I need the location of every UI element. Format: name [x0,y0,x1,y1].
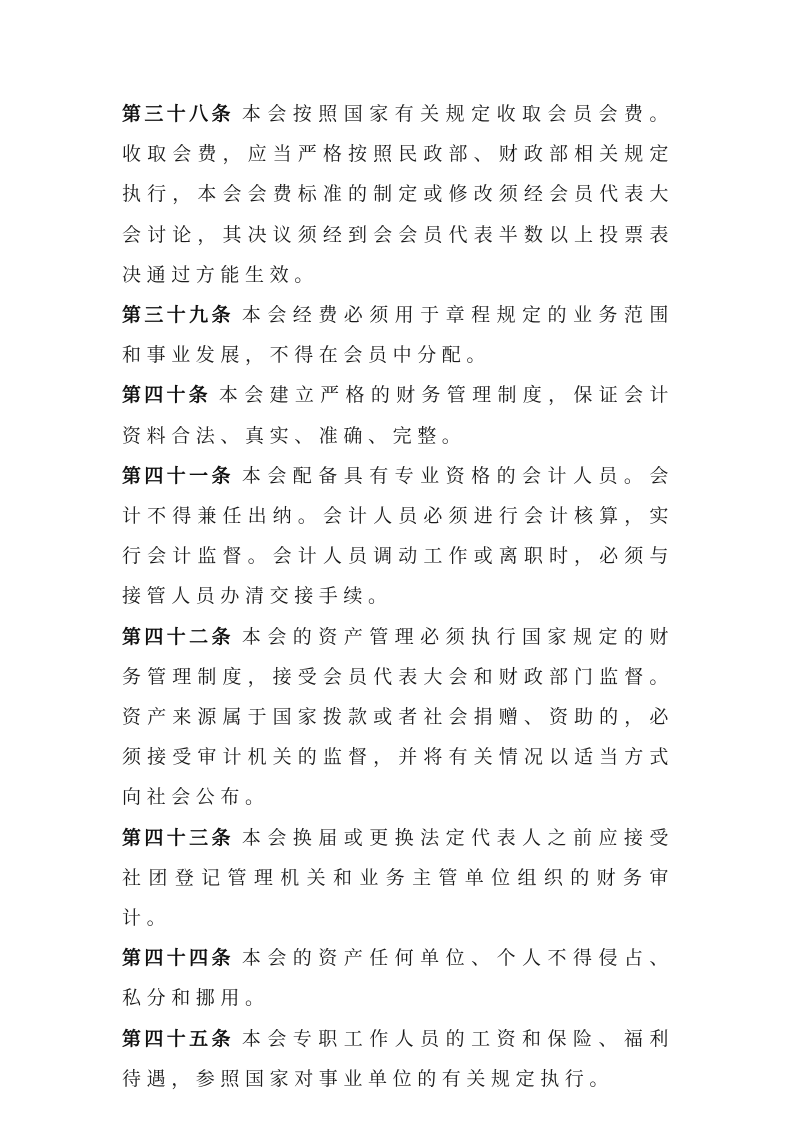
article-title: 第四十四条 [122,947,234,970]
article-43 [122,818,674,939]
article-title: 第四十条 [122,384,211,407]
article-title: 第四十五条 [122,1027,234,1050]
article-title: 第三十八条 [122,103,234,125]
article-title: 第四十一条 [122,464,234,487]
article-44 [122,938,674,1018]
article-body: 本会配备具有专业资格的会计人员。会计不得兼任出纳。会计人员必须进行会计核算，实行会计监督。会计人员调动工作或离职时，必须与接管人员办清交接手续。 [122,464,674,608]
article-title: 第四十三条 [122,826,234,849]
article-41 [122,456,674,617]
document-page [122,94,674,1099]
article-body: 本会按照国家有关规定收取会员会费。收取会费，应当严格按照民政部、财政部相关规定执行，本会会费标准的制定或修改须经会员代表大会讨论，其决议须经到会会员代表半数以上投票表决通过方能生效。 [122,103,674,286]
article-39 [122,295,674,375]
article-body: 本会经费必须用于章程规定的业务范围和事业发展，不得在会员中分配。 [122,304,674,367]
article-body: 本会的资产任何单位、个人不得侵占、私分和挪用。 [122,947,674,1010]
article-title: 第三十九条 [122,304,234,327]
article-body: 本会换届或更换法定代表人之前应接受社团登记管理机关和业务主管单位组织的财务审计。 [122,826,674,930]
article-42 [122,617,674,818]
article-body: 本会建立严格的财务管理制度，保证会计资料合法、真实、准确、完整。 [122,384,674,447]
article-45 [122,1019,674,1099]
article-40 [122,375,674,455]
article-title: 第四十二条 [122,625,234,648]
article-body: 本会的资产管理必须执行国家规定的财务管理制度，接受会员代表大会和财政部门监督。资产来源属于国家拨款或者社会捐赠、资助的，必须接受审计机关的监督，并将有关情况以适当方式向社会公布。 [122,625,674,809]
article-body: 本会专职工作人员的工资和保险、福利待遇，参照国家对事业单位的有关规定执行。 [122,1027,674,1090]
article-38 [122,94,674,295]
